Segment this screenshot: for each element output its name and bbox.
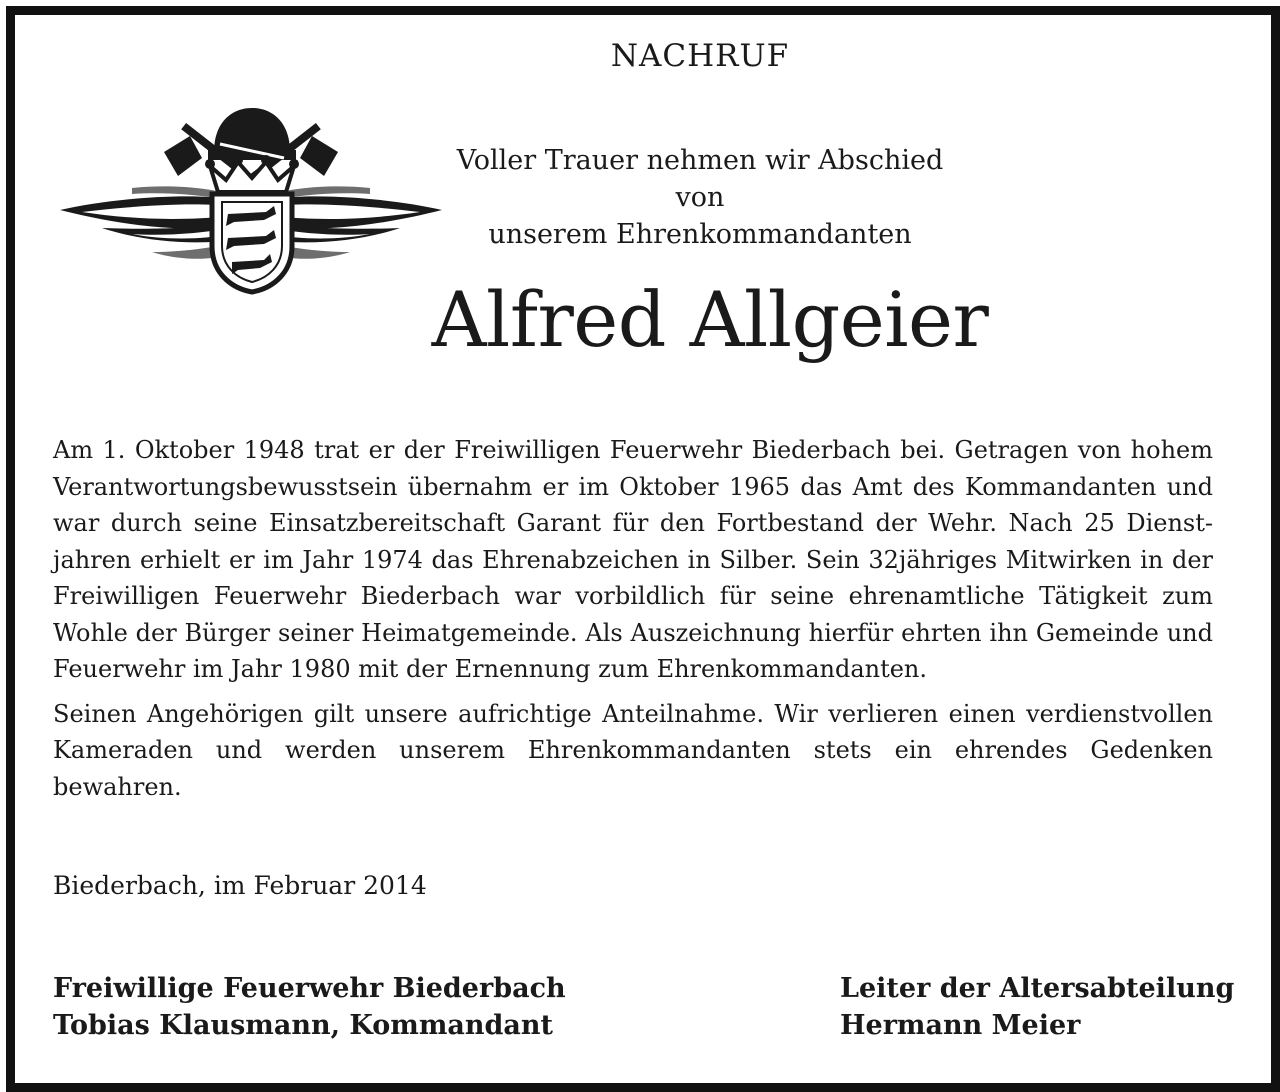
signature-left-line-2: Tobias Klausmann, Kommandant xyxy=(53,1010,554,1041)
page-title: NACHRUF xyxy=(610,38,790,74)
intro-line-2: unserem Ehrenkommandanten xyxy=(488,219,912,250)
fire-brigade-emblem-icon xyxy=(52,96,450,296)
helmet-icon xyxy=(208,108,296,160)
signature-left xyxy=(53,970,566,1044)
deceased-name: Alfred Allgeier xyxy=(431,275,989,364)
paragraph-2: Seinen Angehörigen gilt unsere aufrichtige Anteilnahme. Wir verlieren einen verdienstvollen Kameraden und werden unserem Ehrenkommandanten stets ein ehrendes Gedenken bewahren. xyxy=(53,699,1213,801)
signature-left-line-1: Freiwillige Feuerwehr Biederbach xyxy=(53,973,566,1004)
obituary-body xyxy=(53,432,1213,813)
intro-line-1: Voller Trauer nehmen wir Abschied von xyxy=(456,145,944,213)
place-date: Biederbach, im Februar 2014 xyxy=(53,871,427,900)
paragraph-1: Am 1. Oktober 1948 trat er der Freiwilligen Feuerwehr Biederbach bei. Getragen von hohem Verantwortungsbewusstsein übernahm er im Oktober 1965 das Amt des Kommandanten und war durch seine Einsatzbereitschaft Garant für den Fortbestand der Wehr. Nach 25 Dienstjahren erhielt er im Jahr 1974 das Ehrenabzeichen in Silber. Sein 32jähriges Mitwirken in der Freiwilligen Feuerwehr Biederbach war vorbildlich für seine ehrenamtliche Tätigkeit zum Wohle der Bürger seiner Heimatgemeinde. Als Auszeichnung hierfür ehrten ihn Gemeinde und Feuerwehr im Jahr 1980 mit der Ernennung zum Ehrenkommandanten. xyxy=(53,436,1213,683)
signature-right-line-2: Hermann Meier xyxy=(840,1010,1081,1041)
signature-right-line-1: Leiter der Altersabteilung xyxy=(840,973,1235,1004)
shield-icon xyxy=(212,194,292,292)
intro-text xyxy=(440,142,960,253)
signature-right xyxy=(840,970,1234,1044)
